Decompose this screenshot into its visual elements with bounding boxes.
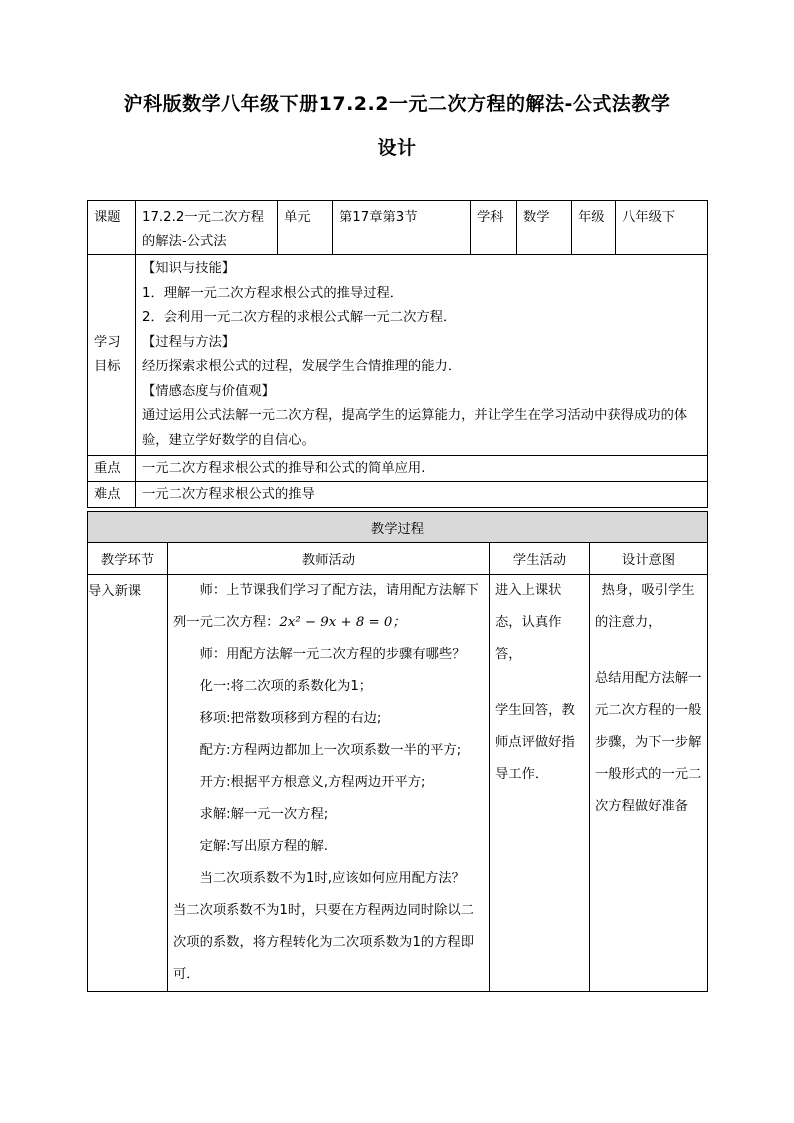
title-line-1: 沪科版数学八年级下册17.2.2一元二次方程的解法-公式法教学 (123, 93, 671, 115)
process-header: 教学过程 (88, 512, 708, 543)
goals-line: 【过程与方法】 (142, 334, 236, 350)
column-header-row (88, 543, 708, 575)
unit-label: 单元 (278, 201, 333, 255)
teacher-line: 师：用配方法解一元二次方程的步骤有哪些？ (199, 647, 466, 662)
info-table (87, 200, 708, 508)
teacher-activity (168, 575, 490, 992)
col-header-intent: 设计意图 (590, 543, 708, 575)
goals-line: 经历探索求根公式的过程，发展学生合情推理的能力． (142, 359, 462, 374)
document-title (90, 82, 704, 170)
col-header-teacher: 教师活动 (168, 543, 490, 575)
key-point-row (88, 456, 708, 482)
subject-label: 学科 (471, 201, 517, 255)
teacher-line: 当二次项系数不为1时,应该如何应用配方法？ (199, 871, 465, 886)
title-line-2: 设计 (377, 137, 417, 159)
unit-value: 第17章第3节 (333, 201, 471, 255)
teacher-line: 求解:解一元一次方程; (199, 807, 329, 822)
equation: 2x² − 9x + 8 = 0； (279, 615, 406, 630)
goals-line: 2．会利用一元二次方程的求根公式解一元二次方程． (142, 310, 457, 325)
student-activity (490, 575, 590, 992)
student-text-a: 进入上课状态，认真作答， (495, 583, 562, 662)
process-table (87, 511, 708, 992)
process-row-intro (88, 575, 708, 992)
key-point-label: 重点 (88, 456, 136, 482)
difficulty-value: 一元二次方程求根公式的推导 (136, 482, 708, 508)
difficulty-row (88, 482, 708, 508)
grade-label: 年级 (572, 201, 616, 255)
teacher-line: 化一:将二次项的系数化为1； (199, 679, 373, 694)
teacher-line: 定解:写出原方程的解. (199, 839, 328, 854)
info-row (88, 201, 708, 255)
goals-content (136, 255, 708, 456)
intent-text-b: 总结用配方法解一元二次方程的一般步骤，为下一步解一般形式的一元二次方程做好准备 (595, 671, 702, 814)
difficulty-label: 难点 (88, 482, 136, 508)
design-intent (590, 575, 708, 992)
grade-value: 八年级下 (616, 201, 708, 255)
process-header-row (88, 512, 708, 543)
teacher-line: 开方:根据平方根意义,方程两边开平方; (199, 775, 426, 790)
goals-line: 【知识与技能】 (142, 261, 236, 276)
goals-label-text: 学习目标 (94, 335, 121, 374)
goals-line: 1．理解一元二次方程求根公式的推导过程． (142, 285, 404, 301)
goals-line: 【情感态度与价值观】 (142, 383, 275, 399)
col-header-stage: 教学环节 (88, 543, 168, 575)
teacher-line: 配方:方程两边都加上一次项系数一半的平方; (199, 743, 462, 758)
teacher-line: 移项:把常数项移到方程的右边; (199, 711, 382, 726)
teacher-summary: 当二次项系数不为1时，只要在方程两边同时除以二次项的系数，将方程转化为二次项系数为1的方程即可． (173, 903, 474, 982)
goals-label (88, 255, 136, 456)
col-header-student: 学生活动 (490, 543, 590, 575)
teacher-intro-text: 师：上节课我们学习了配方法，请用配方法解下列一元二次方程： (173, 583, 479, 630)
goals-row (88, 255, 708, 456)
stage-cell: 导入新课 (88, 575, 168, 992)
teacher-para (173, 575, 485, 639)
key-point-value: 一元二次方程求根公式的推导和公式的简单应用. (136, 456, 708, 482)
subject-value: 数学 (517, 201, 572, 255)
student-text-b: 学生回答，教师点评做好指导工作． (495, 703, 575, 782)
course-value: 17.2.2一元二次方程的解法-公式法 (136, 201, 278, 255)
course-label: 课题 (88, 201, 136, 255)
goals-line: 通过运用公式法解一元二次方程，提高学生的运算能力，并让学生在学习活动中获得成功的体验，建立学好数学的自信心。 (142, 408, 688, 448)
intent-text-a: 热身，吸引学生的注意力， (595, 583, 695, 630)
